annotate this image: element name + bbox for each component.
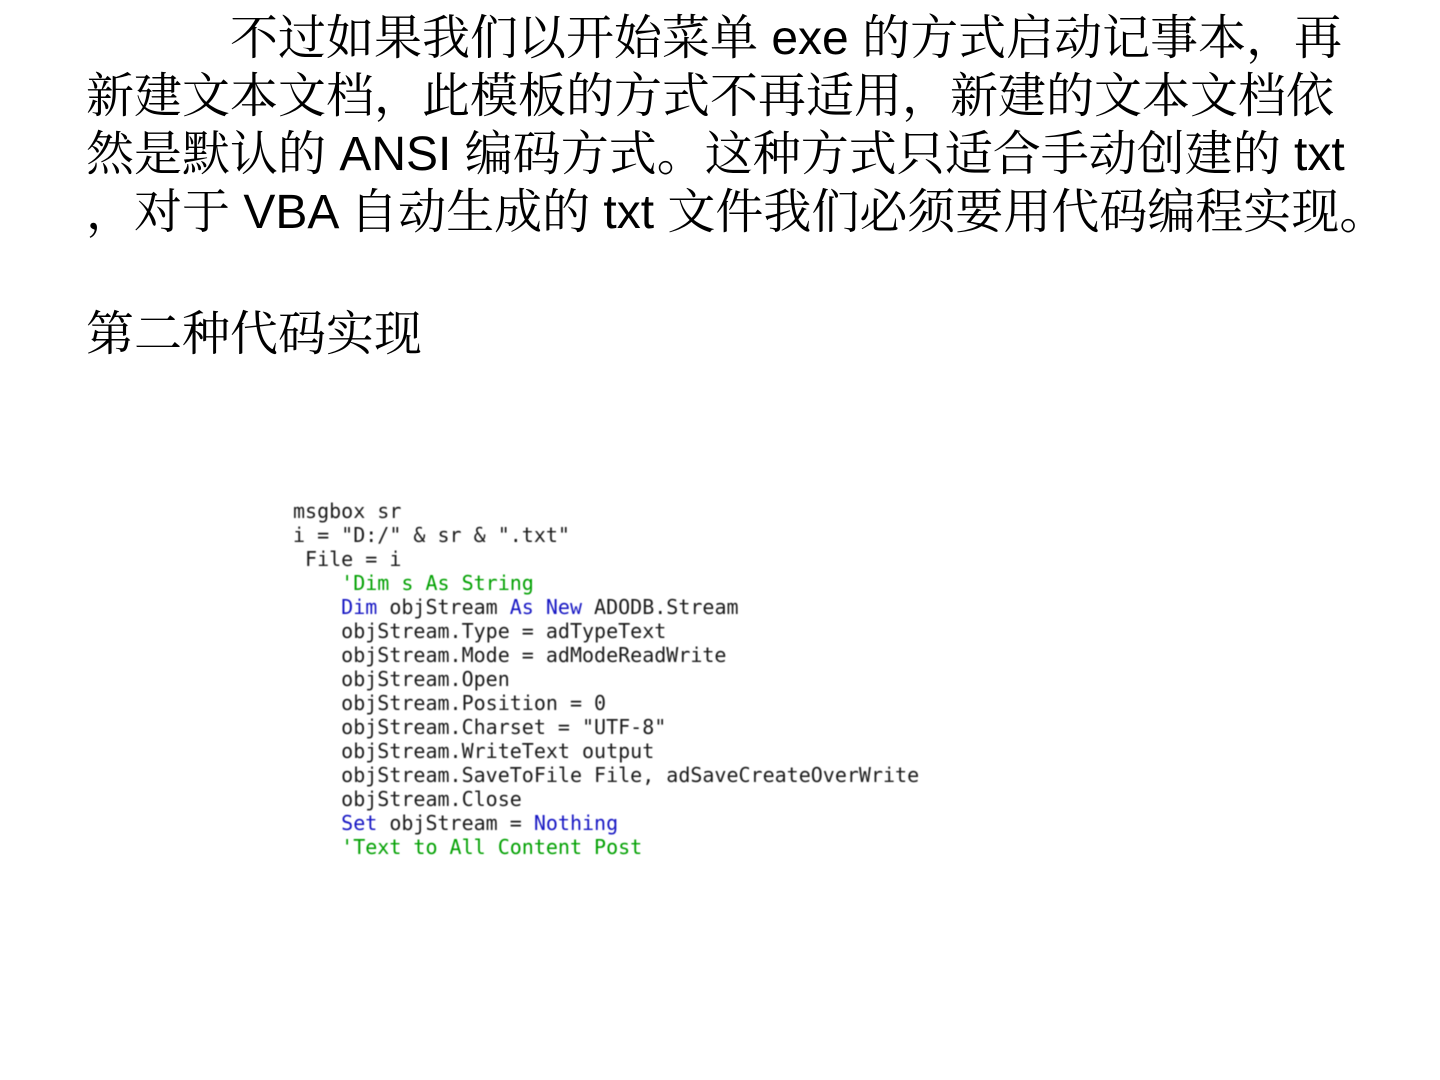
code-line: msgbox sr	[293, 499, 402, 523]
code-line: 'Text to All Content Post	[293, 835, 643, 859]
code-line: objStream.WriteText output	[293, 739, 655, 763]
body-paragraph	[86, 10, 1388, 242]
section-heading: 第二种代码实现	[86, 308, 423, 361]
code-line: objStream.Type = adTypeText	[293, 619, 667, 643]
code-screenshot-image	[293, 499, 953, 859]
paragraph-line: 然是默认的 ANSI 编码方式。这种方式只适合手动创建的 txt	[86, 128, 1345, 181]
code-line: 'Dim s As String	[293, 571, 534, 595]
code-line: objStream.Open	[293, 667, 510, 691]
code-line: File = i	[293, 547, 402, 571]
code-line: objStream.SaveToFile File, adSaveCreateOverWrite	[293, 763, 920, 787]
code-line: i = "D:/" & sr & ".txt"	[293, 523, 570, 547]
paragraph-line: ，对于 VBA 自动生成的 txt 文件我们必须要用代码编程实现。	[86, 186, 1388, 239]
code-line: objStream.Charset = "UTF-8"	[293, 715, 667, 739]
code-line: Dim objStream As New ADODB.Stream	[341, 595, 739, 619]
code-line: objStream.Position = 0	[293, 691, 607, 715]
code-line: Set objStream = Nothing	[341, 811, 619, 835]
paragraph-line: 不过如果我们以开始菜单 exe 的方式启动记事本，再	[230, 12, 1343, 65]
code-line: objStream.Mode = adModeReadWrite	[293, 643, 727, 667]
code-listing	[293, 499, 953, 859]
paragraph-line: 新建文本文档，此模板的方式不再适用，新建的文本文档依	[86, 70, 1335, 123]
code-line: objStream.Close	[293, 787, 522, 811]
